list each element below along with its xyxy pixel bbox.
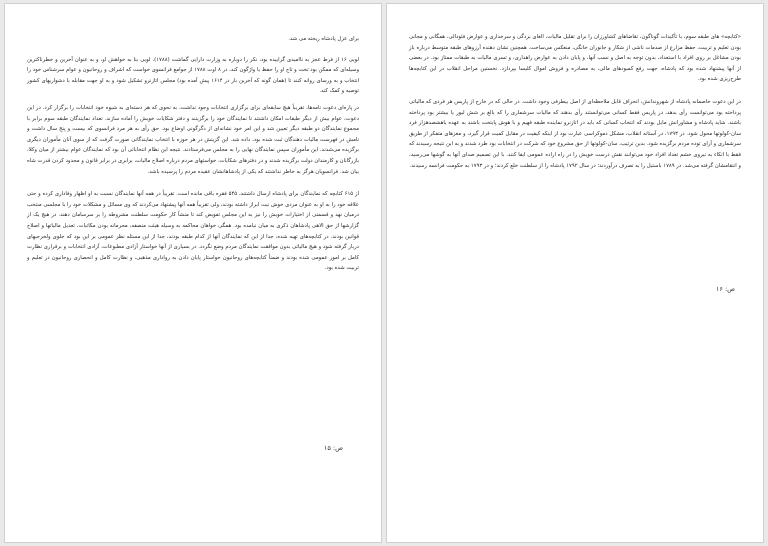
paragraph: لویی ۱۶ از فرط عجز به ناامیدی گراییده بود، نکر را دوباره به وزارت دارایی گماشت (۱۷۸۸). لویی بنا به خواهش او، و به عنوان آخرین و خطرناکترین وسیله‌ای که ممکن بود تخت و تاج او را حفظ یا واژگون کند، در ۸ اوت ۱۷۸۸ از جوامع فرانسوی خواست که اشراف و روحانیون و عوام سرشناس خود را انتخاب و به ورسای روانه کنند تا (همان گونه که آخرین بار در ۱۶۱۴ پیش آمده بود) مجلس اتازنرو تشکیل شود و به او جهت مقابله با دشواریهای کشور توصیه و کمک کند. [27, 56, 360, 95]
page-number: ص: ۱۵ [323, 444, 343, 452]
right-page-body [409, 32, 741, 183]
paragraph: «کتابچه» های طبقه سوم، با تأکیدات گوناگون، تقاضاهای کشاورزان را برای تقلیل مالیات، الغای بردگی و سرخداری و عوارض فئودالی، همگانی و مجانی بودن تعلیم و تربیت، حفظ مزارع از صدمات ناشی از شکار و جانوران خانگی، منعکس می‌ساخت. همچنین نشان دهنده آرزوهای طبقه متوسط درباره باز بودن مشاغل بر روی افراد با استعداد، بدون توجه به اصل و نسب آنها، و پایان دادن به عوارض راهداری، و تسری مالیات به طبقات ممتاز بود. در بعضی از آنها پیشنهاد شده بود که پادشاه، جهت رفع کمبودهای مالی، به مصادره و فروش اموال کلیسا بپردازد. نخستین مراحل انقلاب در این کتابچه‌ها طرح‌ریزی شده بود. [409, 34, 741, 83]
page-number: ص: ۱۶ [715, 285, 735, 293]
right-page [386, 3, 764, 543]
left-page [4, 3, 382, 543]
paragraph: از ۶۱۵ کتابچه که نمایندگان برای پادشاه ارسال داشتند، ۵۴۵ فقره باقی مانده است. تقریباً در همه آنها نمایندگان نسبت به او اظهار وفاداری کرده و حتی علاقه خود را به او به عنوان مردی خوش نیت ابراز داشته بودند، ولی تقریباً همه آنها پیشنهاد می‌کردند که وی مسائل و مشکلات خود را با مجلسی منتخب درمیان نهد و قسمتی از اختیارات خویش را نیز به این مجلس تفویض کند تا منشاً کار حکومت سلطنت مشروطه را بر سرسامان دهند. در هیچ یک از گزارشها از حق الاهی پادشاهان ذکری به میان نیامده بود. همگی خواهان محاکمه به وسیله هیئت منصفه، محرمانه بودن مکاتبات، تعدیل مالیاتها و اصلاح قوانین بودند. در کتابچه‌های تهیه شده، جدا از این که نمایندگان آنها از کدام طبقه بودند، جدا از این مسئله نظر عمومی بر این بود که جلوی ولخرجیهای دربار گرفته شود و هیچ مالیاتی بدون موافقت نمایندگان مردم وضع نگردد. در بسیاری از آنها خواستار آزادی مطبوعات، آزادی انتخابات و برقراری نظارت کامل بر امور عمومی شده بودند و ضمناً کتابچه‌های روحانیون خواستار پایان دادن به رواداری مذهبی، و نظارت کامل و انحصاری روحانیون در تعلیم و تربیت شده بود. [27, 191, 359, 272]
page-heading: برای عزل پادشاه ریخته می شد. [288, 36, 359, 42]
paragraph: در این دعوت خاصمانه پادشاه از شهروندانش، انحراف قابل ملاحظه‌ای از اصل بیطرفی وجود داشت. در حالی که در خارج از پاریس هر فردی که مالیاتی پرداخته بود می‌توانست رأی بدهد، در پاریس فقط کسانی می‌توانستند رأی بدهند که مالیات سرشماری را که بالغ بر شش لیور یا بیشتر بود پرداخته باشند. شاید پادشاه و مشاورانش مایل بودند که انتخاب کسانی که باید در اتازنرو نماینده طبقه فهیم و با هوش پایتخت باشند به عهده یاهشصدهزار فرد سان-کولوتها محول شود. در ۱۷۹۳، در آستانه انقلاب، مشکل دموکراسی عبارت بود از اینکه کیفیت در مقابل کمیت قرار گیرد، و مغزهای متفکر از طریق سرشماری و آرای توده مردم برگزیده شود. بدین ترتیب، سان-کولوتها از حق مشروع خود که شرکت در انتخابات بود طرد شدند و به این نتیجه رسیدند که فقط با اتکاء به نیروی خشم تعداد افراد خود می‌توانند نقش درست خویش را در راه اراده عمومی ایفا کنند. با این تصمیم صدای آنها به گوشها می‌رسید، و انتقامشان گرفته می‌شد. در ۱۷۸۹ باستیل را به تصرف درآوردند؛ در سال ۱۷۹۲ پادشاه را از سلطنت خلع کردند؛ و در ۱۷۹۳ به حکومت فرانسه رسیدند. [409, 98, 742, 169]
paragraph: در پاره‌ای دعوت نامه‌ها، تقریباً هیچ سابقه‌ای برای برگزاری انتخابات وجود نداشت، به نحوی که هر دسته‌ای به شیوه خود انتخابات را برگزار کرد. در این دعوت، عوام بیش از دیگر طبقات امکان داشتند تا نمایندگان خود را برگزینند و دفتر شکایات خویش را آماده سازند. تعداد نمایندگان طبقه سوم برابر با مجموع نمایندگان دو طبقه دیگر تعیین شد و این امر خود نشانه‌ای از دگرگونی اوضاع بود. حق رأی به هر مرد فرانسوی که بیست و پنج سال داشت و نامش در فهرست مالیات دهندگان ثبت شده بود، داده شد. این گزینش در هر حوزه با انتخاب نمایندگانی صورت گرفت که از سوی آنان مأموران دیگری برگزیده می‌شدند. این مأموران سپس نمایندگان نهایی را به مجلس می‌فرستادند. نتیجه این نظام انتخاباتی آن بود که نمایندگان عوام بیشتر از میان وکلا، بازرگانان و کارمندان دولت برگزیده شدند و در دفترهای شکایات، خواستهای مردم درباره اصلاح مالیات، برابری در برابر قانون و محدود کردن قدرت شاه بیان شد. فرانسویان هرگز به خاطر نداشتند که یکی از پادشاهانشان عقیده مردم را پرسیده باشد. [27, 104, 359, 175]
left-page-body [27, 34, 359, 286]
